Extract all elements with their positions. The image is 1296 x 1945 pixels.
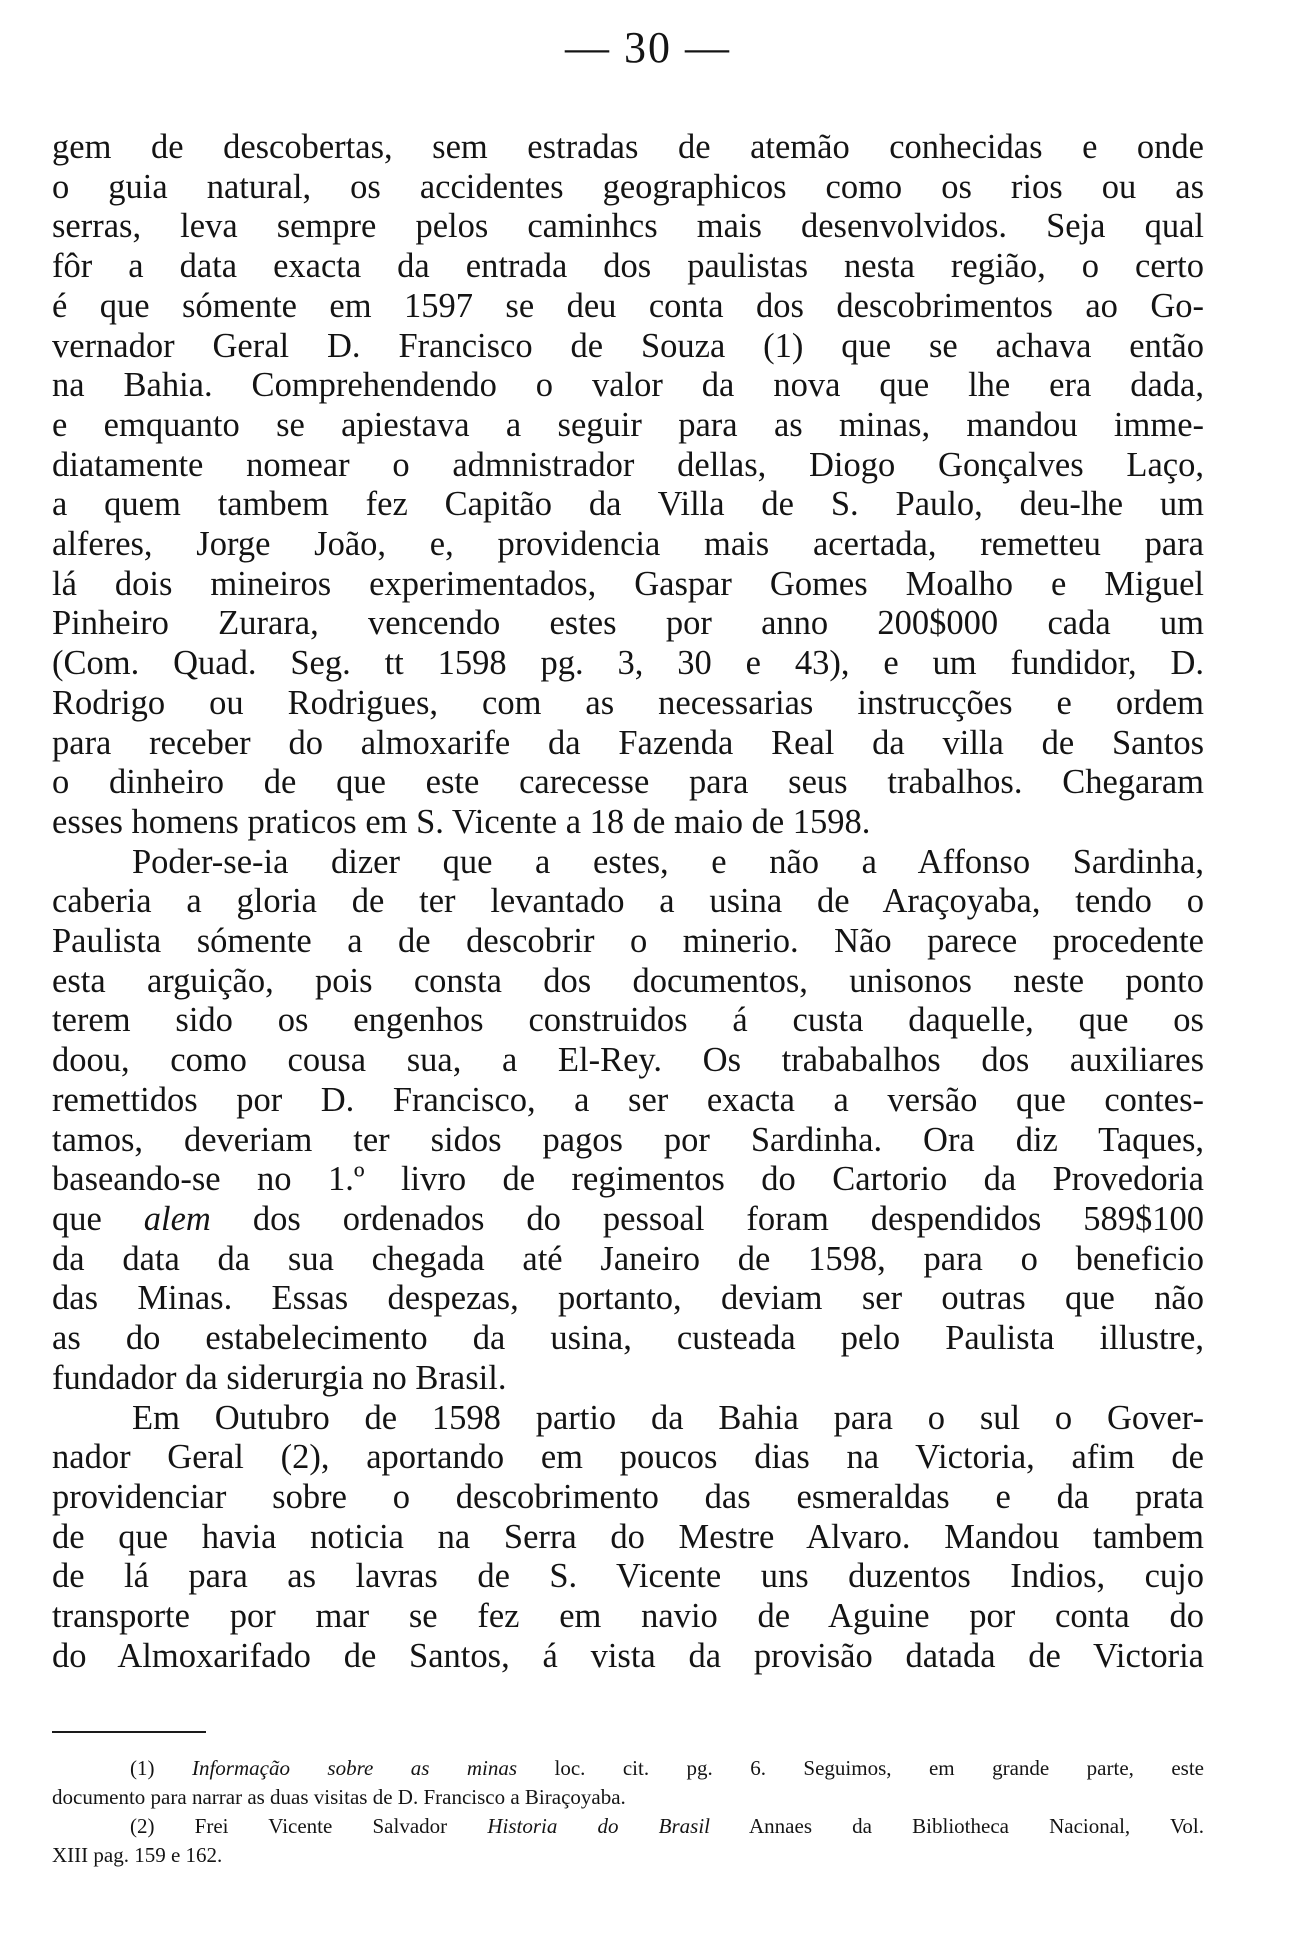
footnote-1	[52, 1754, 1204, 1783]
text-line: transporte por mar se fez em navio de Aguine por conta do	[52, 1597, 1204, 1636]
footnote-text: loc. cit. pg. 6. Seguimos, em grande parte, este	[554, 1756, 1204, 1780]
footnotes	[52, 1754, 1204, 1870]
text-line: a quem tambem fez Capitão da Villa de S. Paulo, deu-lhe um	[52, 485, 1204, 524]
text-line: tamos, deveriam ter sidos pagos por Sardinha. Ora diz Taques,	[52, 1120, 1204, 1159]
text-line: de lá para as lavras de S. Vicente uns duzentos Indios, cujo	[52, 1557, 1204, 1596]
text-line: da data da sua chegada até Janeiro de 1598, para o beneficio	[52, 1239, 1204, 1278]
text-line: para receber do almoxarife da Fazenda Real da villa de Santos	[52, 723, 1204, 762]
text-line: baseando-se no 1.º livro de regimentos do Cartorio da Provedoria	[52, 1160, 1204, 1199]
text-line: providenciar sobre o descobrimento das esmeraldas e da prata	[52, 1477, 1204, 1516]
text-line: serras, leva sempre pelos caminhcs mais desenvolvidos. Seja qual	[52, 207, 1204, 246]
text-line: de que havia noticia na Serra do Mestre Alvaro. Mandou tambem	[52, 1517, 1204, 1556]
footnote-title: Informação sobre as minas	[191, 1756, 518, 1780]
text-line: lá dois mineiros experimentados, Gaspar Gomes Moalho e Miguel	[52, 564, 1204, 603]
footnote-author: Frei Vicente Salvador	[194, 1814, 448, 1838]
text-segment: dos ordenados do pessoal foram despendidos 589$100	[252, 1199, 1204, 1238]
text-line: diatamente nomear o admnistrador dellas, Diogo Gonçalves Laço,	[52, 445, 1204, 484]
text-line: fôr a data exacta da entrada dos paulistas nesta região, o certo	[52, 247, 1204, 286]
text-line-mixed	[52, 1200, 1204, 1240]
footnote-divider	[52, 1731, 206, 1733]
text-line: na Bahia. Comprehendendo o valor da nova que lhe era dada,	[52, 366, 1204, 405]
footnote-2	[52, 1812, 1204, 1841]
text-line: esses homens praticos em S. Vicente a 18 de maio de 1598.	[52, 802, 871, 841]
text-line: o guia natural, os accidentes geographicos como os rios ou as	[52, 167, 1204, 206]
text-line: (Com. Quad. Seg. tt 1598 pg. 3, 30 e 43), e um fundidor, D.	[52, 644, 1204, 683]
text-line: fundador da siderurgia no Brasil.	[52, 1358, 507, 1397]
text-line: as do estabelecimento da usina, custeada pelo Paulista illustre,	[52, 1319, 1204, 1358]
footnote-title: Historia do Brasil	[487, 1814, 710, 1838]
text-line: do Almoxarifado de Santos, á vista da provisão datada de Victoria	[52, 1636, 1204, 1675]
text-line: é que sómente em 1597 se deu conta dos descobrimentos ao Go-	[52, 286, 1204, 325]
text-line: das Minas. Essas despezas, portanto, deviam ser outras que não	[52, 1279, 1204, 1318]
footnote-1-cont: documento para narrar as duas visitas de D. Francisco a Biraçoyaba.	[52, 1785, 626, 1809]
text-line: Em Outubro de 1598 partio da Bahia para o sul o Gover-	[132, 1398, 1204, 1437]
text-line: gem de descobertas, sem estradas de atemão conhecidas e onde	[52, 128, 1204, 166]
page-number: — 30 —	[565, 23, 731, 72]
text-line: terem sido os engenhos construidos á custa daquelle, que os	[52, 1001, 1204, 1040]
footnote-text: Annaes da Bibliotheca Nacional, Vol.	[749, 1814, 1204, 1838]
text-line: o dinheiro de que este carecesse para seus trabalhos. Chegaram	[52, 763, 1204, 802]
text-line: vernador Geral D. Francisco de Souza (1) que se achava então	[52, 326, 1204, 365]
text-line: esta arguição, pois consta dos documentos, unisonos neste ponto	[52, 961, 1204, 1000]
text-line: remettidos por D. Francisco, a ser exacta a versão que contes-	[52, 1080, 1204, 1119]
text-line: e emquanto se apiestava a seguir para as minas, mandou imme-	[52, 405, 1204, 444]
italic-word: alem	[143, 1199, 211, 1238]
text-line: Rodrigo ou Rodrigues, com as necessarias instrucções e ordem	[52, 683, 1204, 722]
text-segment: que	[52, 1199, 102, 1238]
footnote-2-cont: XIII pag. 159 e 162.	[52, 1843, 223, 1867]
footnote-marker: (2)	[130, 1814, 155, 1838]
text-line: Poder-se-ia dizer que a estes, e não a Affonso Sardinha,	[132, 842, 1204, 881]
text-line: alferes, Jorge João, e, providencia mais acertada, remetteu para	[52, 525, 1204, 564]
body-text	[52, 128, 1204, 1676]
footnote-marker: (1)	[130, 1756, 155, 1780]
text-line: doou, como cousa sua, a El-Rey. Os trababalhos dos auxiliares	[52, 1041, 1204, 1080]
text-line: Paulista sómente a de descobrir o minerio. Não parece procedente	[52, 922, 1204, 961]
text-line: caberia a gloria de ter levantado a usina de Araçoyaba, tendo o	[52, 882, 1204, 921]
text-line: Pinheiro Zurara, vencendo estes por anno 200$000 cada um	[52, 604, 1204, 643]
text-line: nador Geral (2), aportando em poucos dias na Victoria, afim de	[52, 1438, 1204, 1477]
